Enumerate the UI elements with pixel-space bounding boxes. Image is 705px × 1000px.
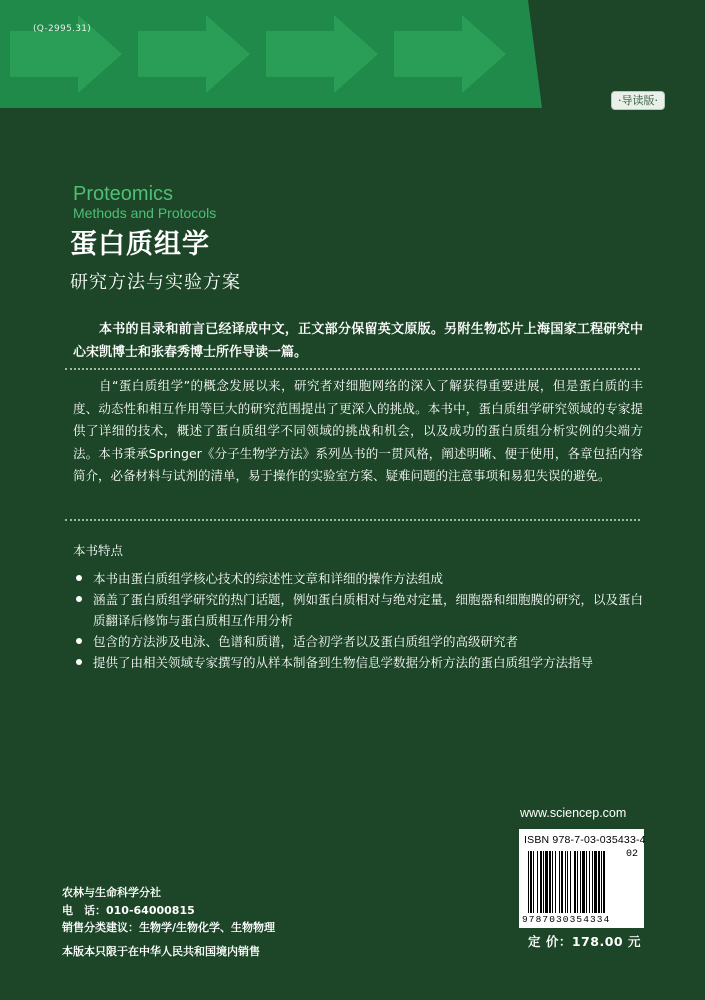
- feature-text: 本书由蛋白质组学核心技术的综述性文章和详细的操作方法组成: [93, 571, 444, 586]
- publisher-phone: 电 话：010-64000815: [62, 903, 195, 917]
- feature-text: 提供了由相关领域专家撰写的从样本制备到生物信息学数据分析方法的蛋白质组学方法指导: [93, 655, 594, 670]
- barcode-bar: [598, 851, 600, 913]
- edition-badge: ·导读版·: [611, 91, 665, 110]
- feature-text: 包含的方法涉及电泳、色谱和质谱，适合初学者以及蛋白质组学的高级研究者: [93, 634, 519, 649]
- features-heading: 本书特点: [73, 543, 124, 558]
- barcode-bar: [540, 851, 542, 913]
- website-link[interactable]: www.sciencep.com: [520, 806, 627, 820]
- feature-item: [73, 652, 643, 673]
- barcode-bar: [565, 851, 566, 913]
- barcode-bar: [561, 851, 563, 913]
- english-subtitle: Methods and Protocols: [73, 205, 217, 221]
- barcode-bar: [570, 851, 571, 913]
- feature-item: [73, 568, 643, 589]
- barcode-bar: [533, 851, 534, 913]
- barcode-bar: [592, 851, 593, 913]
- barcode-bar: [589, 851, 590, 913]
- isbn-suffix: 02: [625, 849, 638, 860]
- bullet-icon: [76, 638, 82, 644]
- chinese-title: 蛋白质组学: [70, 229, 210, 260]
- barcode-bar: [543, 851, 544, 913]
- barcode-bar: [577, 851, 578, 913]
- barcode-bar: [552, 851, 553, 913]
- english-title: Proteomics: [73, 183, 174, 205]
- publisher-division: 农林与生命科学分社: [62, 886, 161, 899]
- barcode-bar: [586, 851, 587, 913]
- price-label: 定 价：178.00 元: [528, 934, 641, 949]
- bullet-icon: [76, 575, 82, 581]
- catalog-code: (Q-2995.31): [33, 24, 92, 34]
- barcode-bar: [574, 851, 576, 913]
- barcode-bar: [549, 851, 551, 913]
- bullet-icon: [76, 659, 82, 665]
- feature-text: 涵盖了蛋白质组学研究的热门话题，例如蛋白质相对与绝对定量，细胞器和细胞膜的研究，以及蛋白质翻译后修饰与蛋白质相互作用分析: [93, 592, 644, 628]
- barcode-bar: [528, 851, 529, 913]
- barcode-icon: [528, 851, 624, 915]
- barcode-bar: [559, 851, 560, 913]
- sales-category: 销售分类建议：生物学/生物化学、生物物理: [62, 921, 276, 934]
- feature-item: [73, 589, 643, 631]
- features-list: [73, 568, 643, 673]
- sales-notice: 本版本只限于在中华人民共和国境内销售: [62, 945, 260, 958]
- barcode-bar: [582, 851, 585, 913]
- barcode-bar: [601, 851, 602, 913]
- barcode-bar: [567, 851, 568, 913]
- dotted-divider: [65, 368, 640, 370]
- barcode-digits: 9787030354334: [522, 914, 611, 925]
- barcode-bar: [537, 851, 538, 913]
- description-paragraph: 自“蛋白质组学”的概念发展以来，研究者对细胞网络的深入了解获得重要进展，但是蛋白质的丰度、动态性和相互作用等巨大的研究范围提出了更深入的挑战。本书中，蛋白质组学研究领域的专家提供了详细的技术，概述了蛋白质组学不同领域的挑战和机会，以及成功的蛋白质组分析实例的尖端方法。本书秉承Springer《分子生物学方法》系列丛书的一贯风格，阐述明晰、便于使用，各章包括内容简介，必备材料与试剂的清单，易于操作的实验室方案、疑难问题的注意事项和易犯失误的避免。: [73, 378, 643, 483]
- barcode-bar: [603, 851, 605, 913]
- barcode-bar: [580, 851, 581, 913]
- barcode-bar: [545, 851, 548, 913]
- barcode-bar: [555, 851, 556, 913]
- publisher-info: [62, 884, 275, 937]
- isbn-number: ISBN 978-7-03-035433-4: [524, 834, 646, 846]
- barcode-bar: [530, 851, 532, 913]
- header-banner: [0, 0, 705, 110]
- barcode-panel: [519, 829, 644, 928]
- chinese-subtitle: 研究方法与实验方案: [70, 272, 241, 293]
- feature-item: [73, 631, 643, 652]
- dotted-divider: [65, 519, 640, 521]
- intro-paragraph: 本书的目录和前言已经译成中文，正文部分保留英文原版。另附生物芯片上海国家工程研究中心宋凯博士和张春秀博士所作导读一篇。: [73, 322, 643, 360]
- bullet-icon: [76, 596, 82, 602]
- barcode-bar: [594, 851, 597, 913]
